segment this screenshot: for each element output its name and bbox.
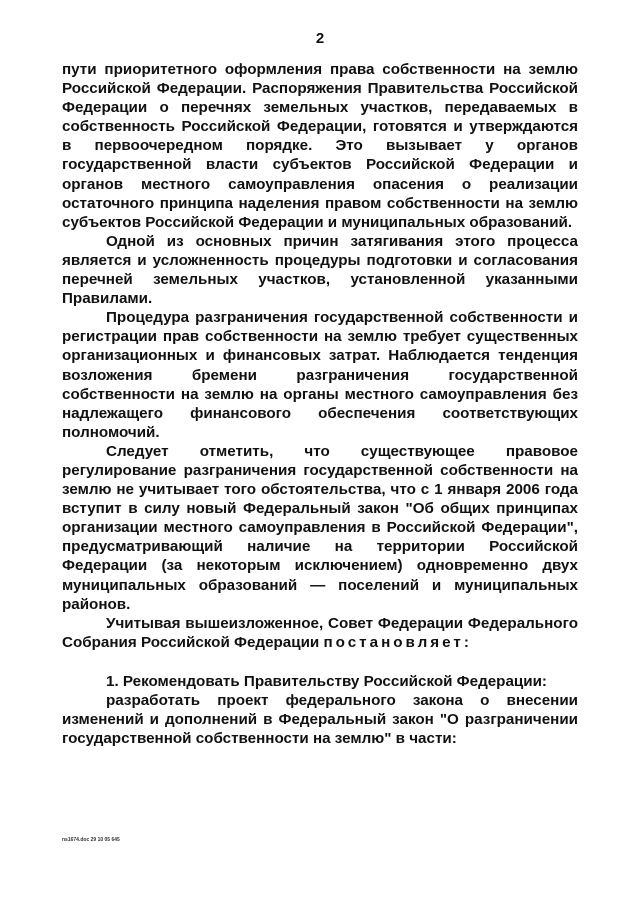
resolution-intro: Учитывая вышеизложенное, Совет Федерации Федерального Собрания Российской Федерации (62, 614, 578, 651)
recommendation-item-1: 1. Рекомендовать Правительству Российской Федерации: (106, 672, 547, 690)
paragraph-delay-reasons: Одной из основных причин затягивания этого процесса является и усложненность процедуры подготовки и согласования перечней земельных участков, установленной указанными Правилами. (62, 232, 578, 308)
footer-document-code: ns1674.doc 29 10 05 645 (62, 837, 120, 843)
resolution-verb: постановляет: (323, 633, 472, 651)
paragraph-resolution (62, 614, 578, 652)
page-number: 2 (315, 30, 325, 47)
recommendation-item-1-text: разработать проект федерального закона о внесении изменений и дополнений в Федеральный закон "О разграничении государственной собственности на землю" в части: (62, 692, 578, 748)
paragraph-procedure-costs: Процедура разграничения государственной собственности и регистрации прав собственности на землю требует существенных организационных и финансовых затрат. Наблюдается тенденция возложения бремени разграничения государственной собственности на землю на органы местного самоуправления без надлежащего финансового обеспечения соответствующих полномочий. (62, 309, 578, 441)
paragraph-legal-regulation: Следует отметить, что существующее правовое регулирование разграничения государственной собственности на землю не учитывает того обстоятельства, что с 1 января 2006 года вступит в силу новый Федеральный закон "Об общих принципах организации местного самоуправления в Российской Федерации", предусматривающий наличие на территории Российской Федерации (за некоторым исключением) одновременно двух муниципальных образований — поселений и муниципальных районов. (62, 442, 578, 613)
section-gap (62, 652, 578, 672)
document-body (62, 60, 578, 748)
paragraph-land-ownership: пути приоритетного оформления права собственности на землю Российской Федерации. Распоряжения Правительства Российской Федерации о перечнях земельных участков, передаваемых в собственность Российской Федерации, готовятся и утверждаются в первоочередном порядке. Это вызывает у органов государственной власти субъектов Российской Федерации и органов местного самоуправления опасения о реализации остаточного принципа наделения правом собственности на землю субъектов Российской Федерации и муниципальных образований. (62, 61, 578, 231)
